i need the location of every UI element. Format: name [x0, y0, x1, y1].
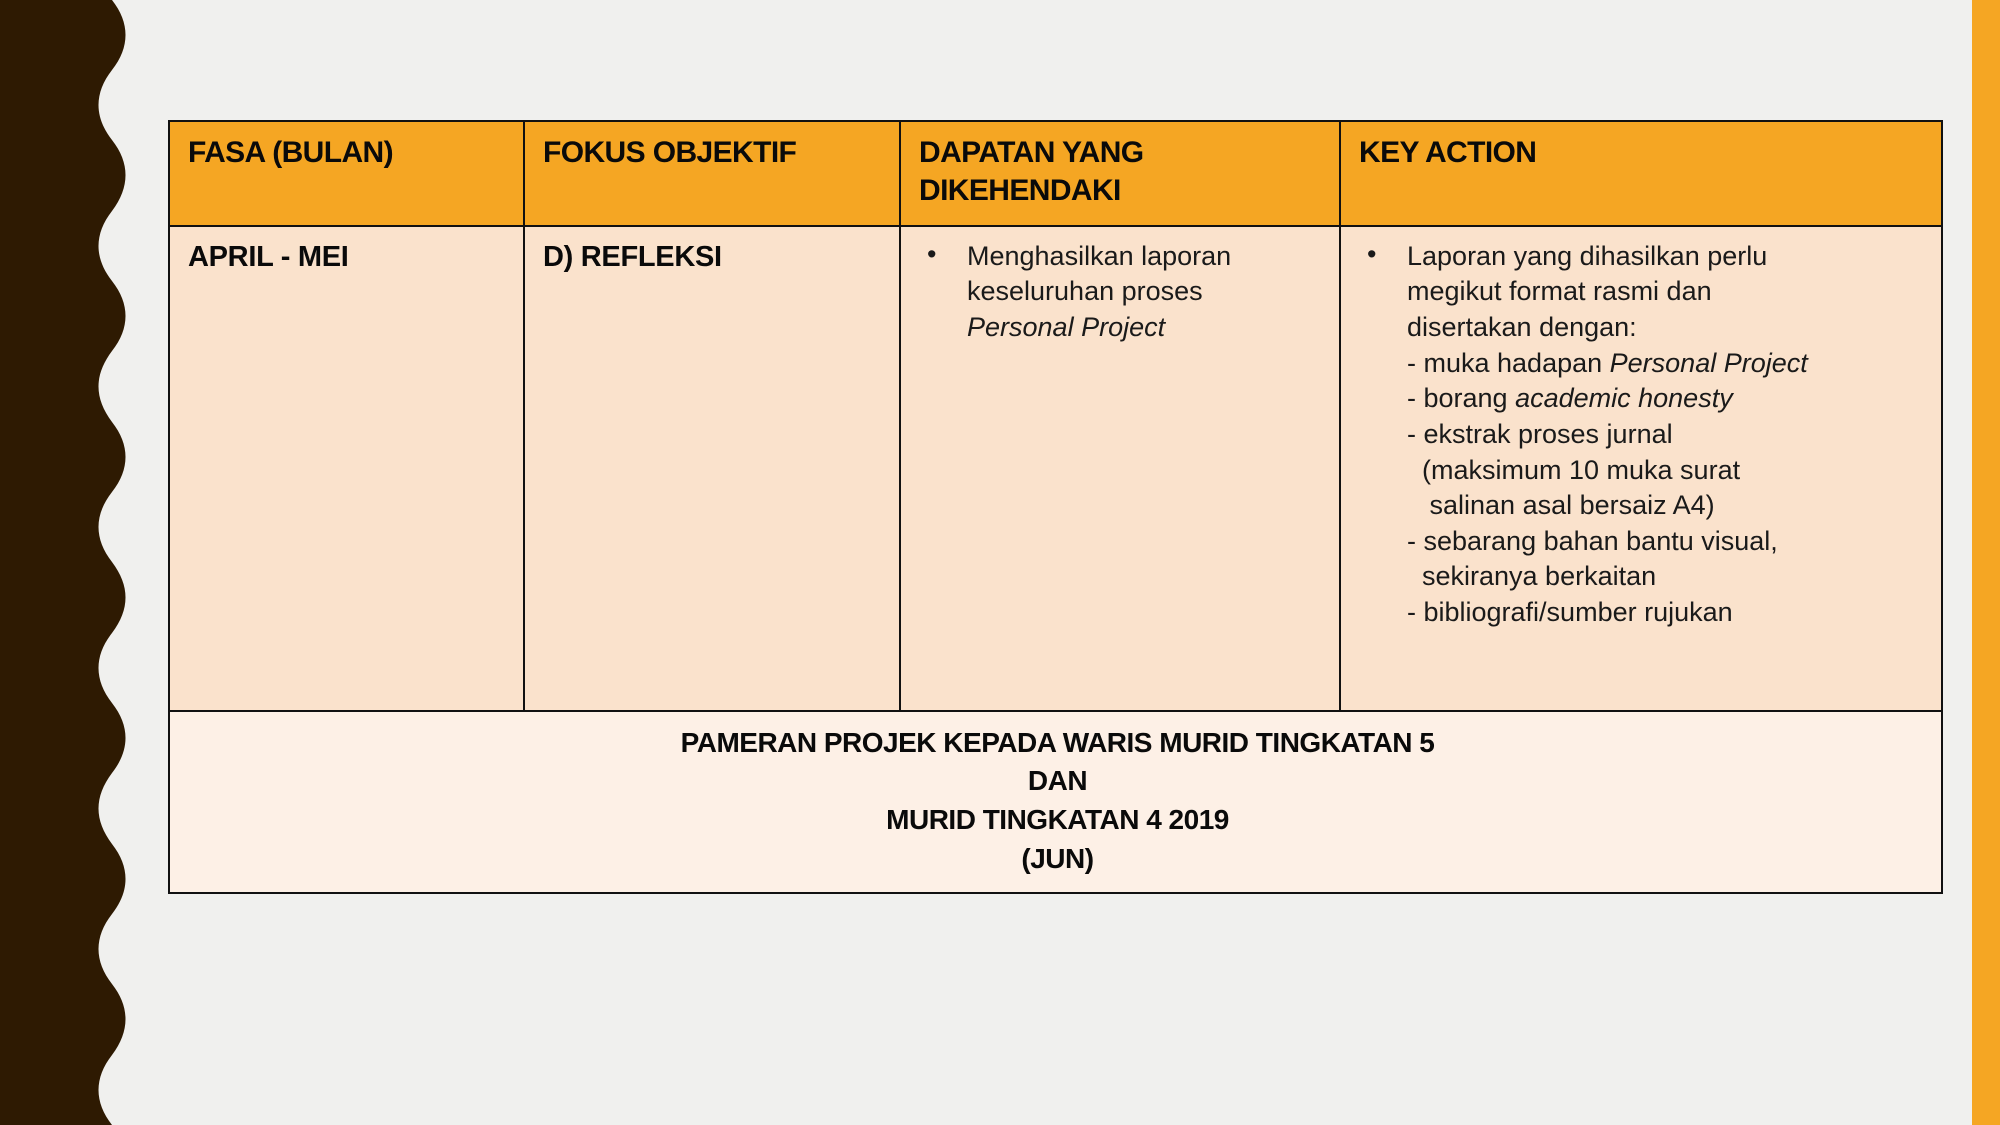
- header-row: [169, 121, 1942, 226]
- header-key-action: KEY ACTION: [1340, 121, 1942, 226]
- bullet-line: disertakan dengan:: [1407, 312, 1637, 343]
- bullet-line: - muka hadapan Personal Project: [1407, 347, 1808, 378]
- header-dapatan-line2: DIKEHENDAKI: [919, 174, 1121, 208]
- bullet-line: - bibliografi/sumber rujukan: [1407, 597, 1733, 628]
- bullet-line: • Menghasilkan laporan: [967, 240, 1232, 271]
- footer-line: DAN: [1027, 765, 1088, 797]
- bullet-line: keseluruhan proses: [967, 276, 1203, 307]
- cell-pameran-projek-footer: [169, 711, 1942, 894]
- bullet-line: megikut format rasmi dan: [1407, 276, 1712, 307]
- bullet-line: • Laporan yang dihasilkan perlu: [1407, 240, 1768, 271]
- header-fasa-bulan: FASA (BULAN): [169, 121, 524, 226]
- cell-dapatan-yang-dikehendaki: [900, 226, 1340, 711]
- bullet-line-emphasis: Personal Project: [1609, 347, 1808, 378]
- table-header: [169, 121, 1942, 226]
- right-accent-bar: [1972, 0, 2000, 1125]
- bullet-line-emphasis: academic honesty: [1515, 383, 1733, 414]
- cell-fokus-objektif: D) REFLEKSI: [524, 226, 900, 711]
- header-dapatan-yang-dikehendaki: [900, 121, 1340, 226]
- table-footer-row: [169, 711, 1942, 894]
- bullet-line: Personal Project: [967, 312, 1166, 343]
- footer-line: (JUN): [1021, 842, 1094, 874]
- wave-shape: [0, 0, 126, 1125]
- header-fokus-objektif: FOKUS OBJEKTIF: [524, 121, 900, 226]
- left-wavy-decoration: [0, 0, 150, 1125]
- key-action-bullet-list: [1359, 239, 1927, 631]
- table-row: [169, 226, 1942, 711]
- bullet-line: (maksimum 10 muka surat: [1407, 454, 1741, 485]
- bullet-line: sekiranya berkaitan: [1407, 561, 1657, 592]
- bullet-line: - ekstrak proses jurnal: [1407, 418, 1673, 449]
- cell-fasa-bulan: APRIL - MEI: [169, 226, 524, 711]
- footer-line: MURID TINGKATAN 4 2019: [886, 804, 1229, 836]
- bullet-line: - sebarang bahan bantu visual,: [1407, 525, 1778, 556]
- dapatan-bullet-list: [919, 239, 1325, 346]
- table-body: [169, 226, 1942, 894]
- cell-key-action: [1340, 226, 1942, 711]
- bullet-line: salinan asal bersaiz A4): [1407, 490, 1715, 521]
- bullet-item: [919, 239, 1325, 346]
- bullet-item: [1359, 239, 1927, 631]
- schedule-table: [168, 120, 1943, 894]
- header-dapatan-line1: DAPATAN YANG: [919, 136, 1144, 169]
- schedule-table-container: [168, 120, 1941, 894]
- bullet-line: - borang academic honesty: [1407, 383, 1733, 414]
- footer-line: PAMERAN PROJEK KEPADA WARIS MURID TINGKATAN 5: [680, 726, 1435, 758]
